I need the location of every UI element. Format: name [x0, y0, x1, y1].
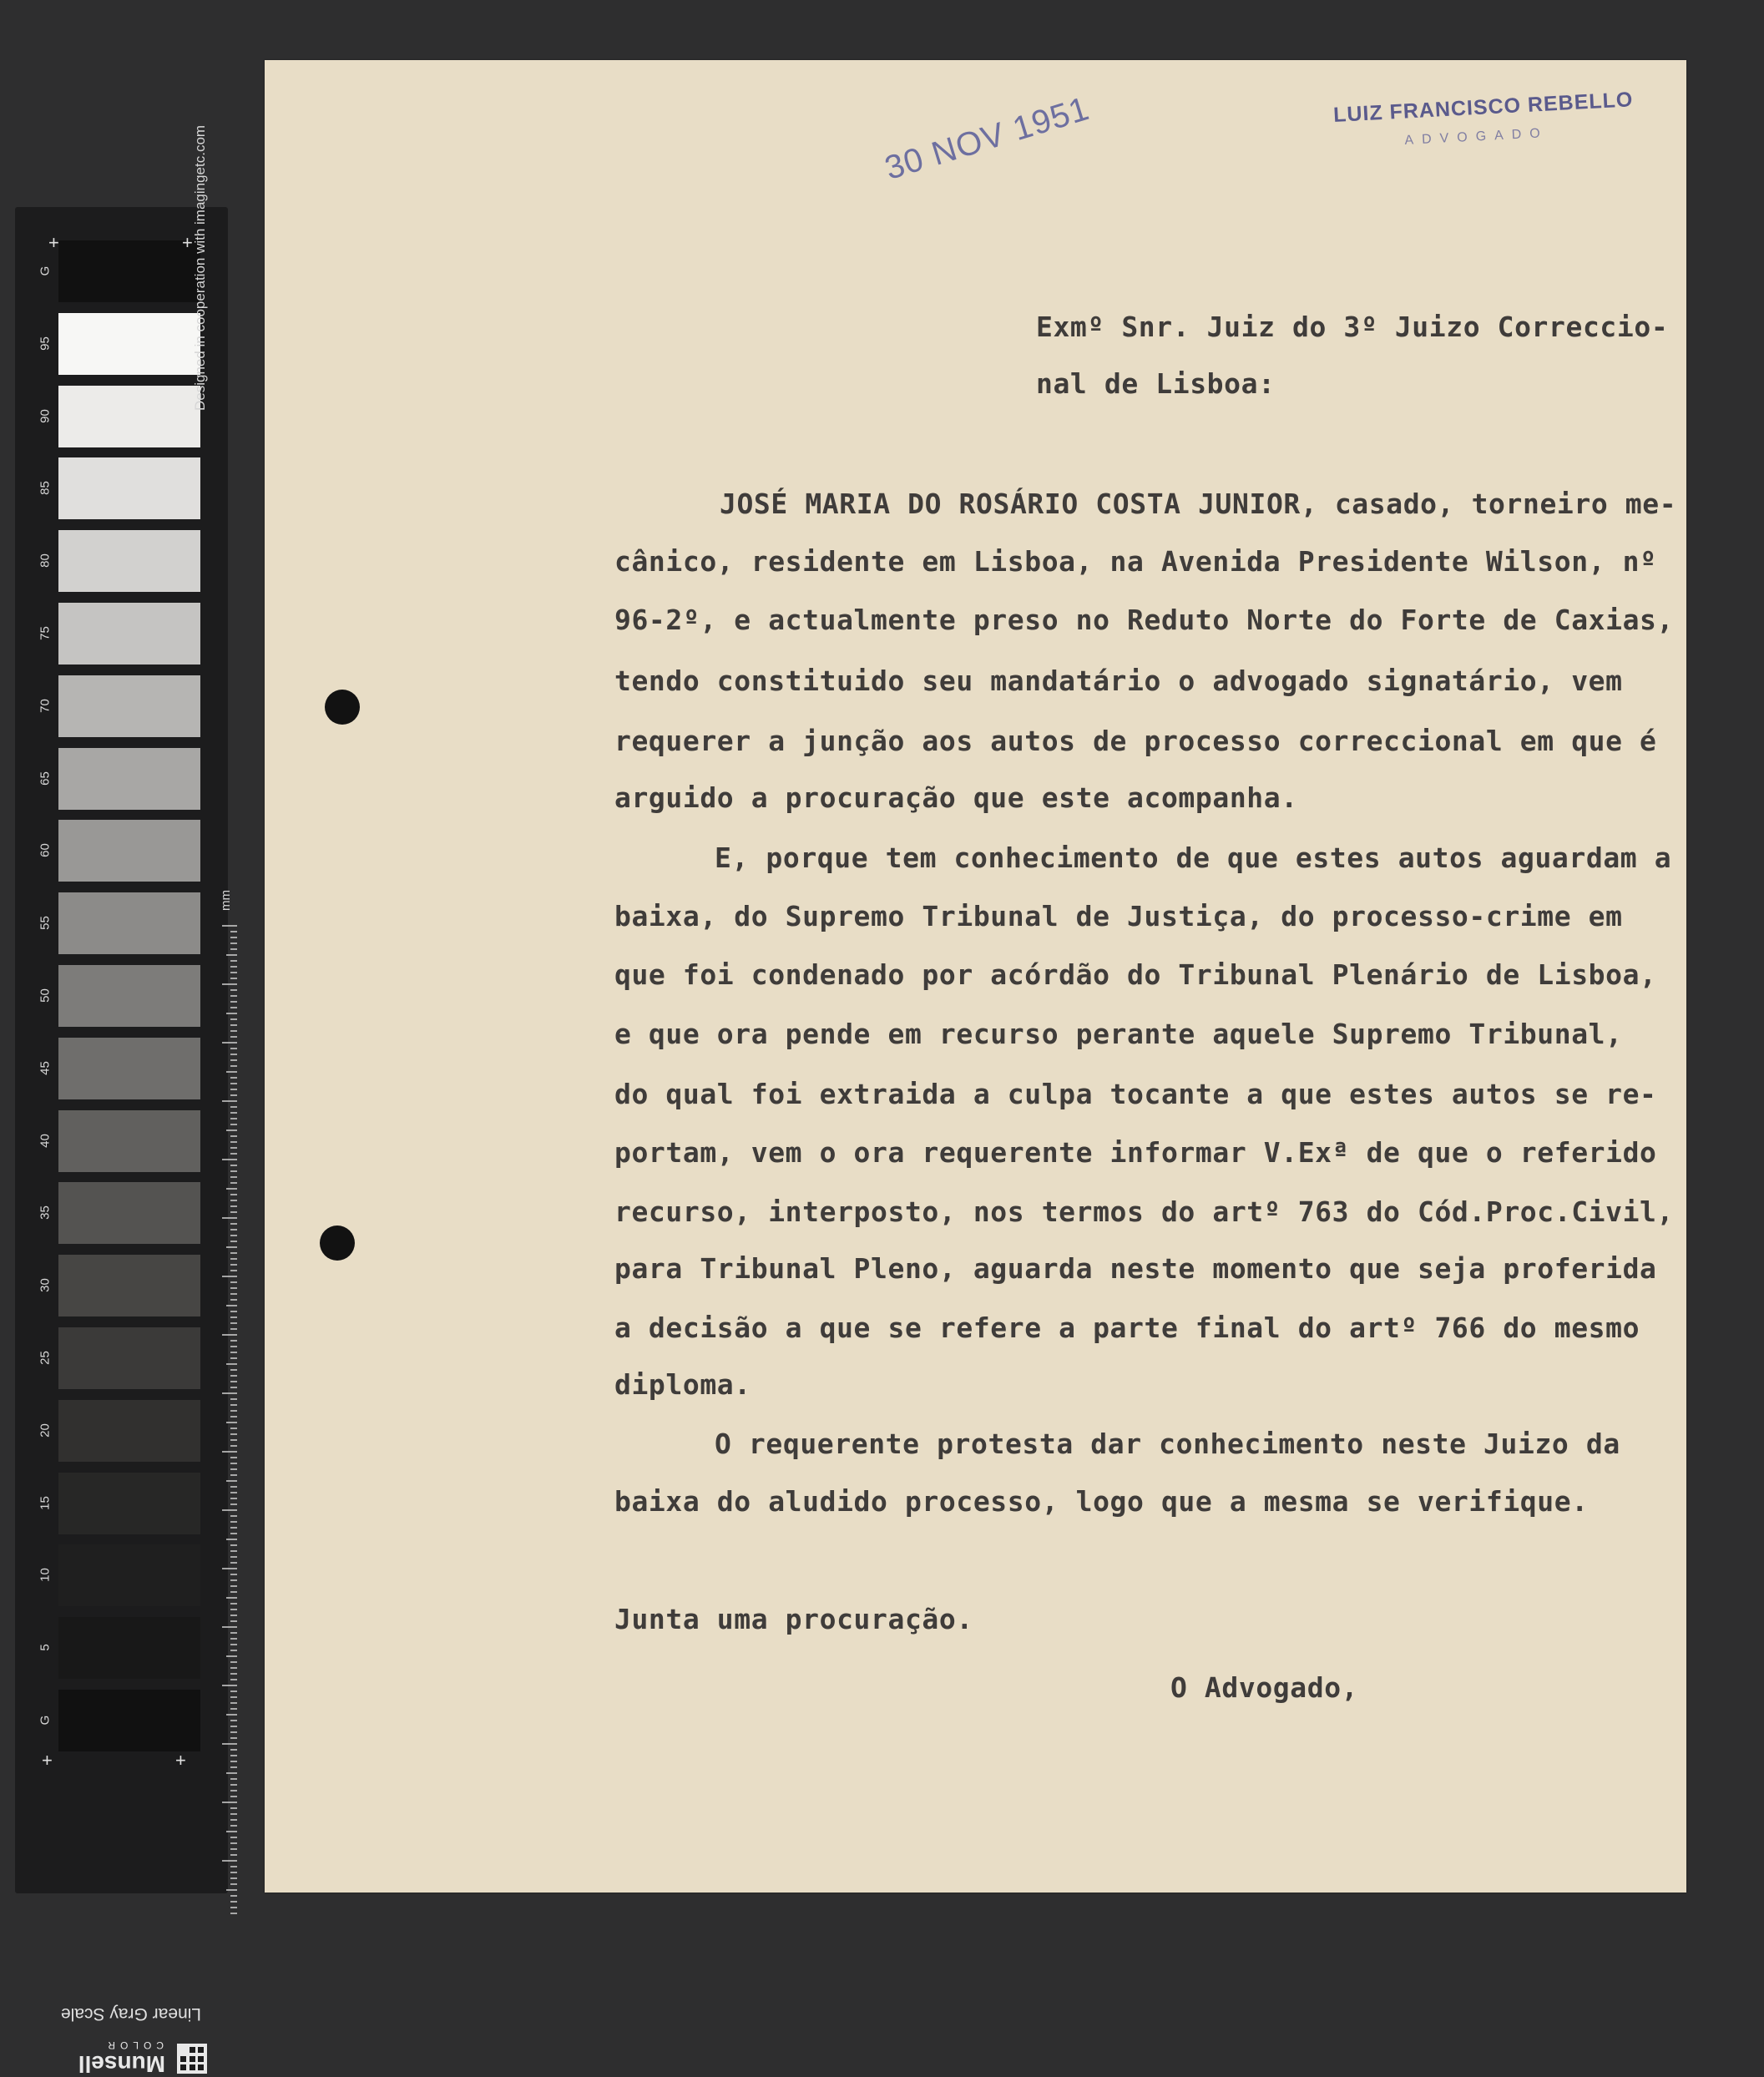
letter-line: O requerente protesta dar conhecimento neste Juizo da	[715, 1428, 1620, 1460]
munsell-grid-icon	[177, 2044, 207, 2074]
gray-patch	[58, 892, 200, 954]
gray-patch	[58, 1182, 200, 1244]
letter-line: e que ora pende em recurso perante aquele Supremo Tribunal,	[614, 1018, 1623, 1050]
letter-line: do qual foi extraida a culpa tocante a que estes autos se re-	[614, 1078, 1657, 1110]
munsell-logo	[65, 2040, 207, 2077]
letter-line: que foi condenado por acórdão do Tribunal Plenário de Lisboa,	[614, 958, 1657, 991]
letter-line: nal de Lisboa:	[1036, 367, 1276, 400]
ruler-unit-label: mm	[219, 890, 233, 911]
brand-name: Munsell	[78, 2051, 165, 2077]
gray-patch	[58, 1400, 200, 1462]
letter-line: recurso, interposto, nos termos do artº 763 do Cód.Proc.Civil,	[614, 1195, 1674, 1228]
letter-line: cânico, residente em Lisboa, na Avenida Presidente Wilson, nº	[614, 545, 1657, 578]
gray-patch-label: 55	[38, 916, 53, 931]
gray-patch-label: 70	[38, 698, 53, 713]
letter-line: E, porque tem conhecimento de que estes autos aguardam a	[715, 841, 1672, 874]
gray-patch-label: G	[38, 1715, 53, 1726]
gray-patch-label: 75	[38, 626, 53, 640]
gray-patch	[58, 313, 200, 375]
letter-line: portam, vem o ora requerente informar V.Exª de que o referido	[614, 1136, 1657, 1169]
registration-cross-icon: +	[48, 232, 59, 253]
punch-hole	[320, 1225, 355, 1261]
gray-patch	[58, 1255, 200, 1316]
letter-line: JOSÉ MARIA DO ROSÁRIO COSTA JUNIOR, casado, torneiro me-	[720, 488, 1677, 520]
letter-line: requerer a junção aos autos de processo correccional em que é	[614, 725, 1657, 757]
gray-patch	[58, 820, 200, 882]
gray-patch-label: 85	[38, 481, 53, 496]
gray-patch	[58, 1327, 200, 1389]
gray-patch-label: 15	[38, 1495, 53, 1510]
signature-line: O Advogado,	[1170, 1671, 1359, 1704]
gray-patch-label: 65	[38, 771, 53, 786]
target-credit-text: Designed in cooperation with imagingetc.com	[192, 124, 208, 411]
gray-patch	[58, 530, 200, 592]
gray-patch	[58, 1690, 200, 1751]
enclosure-line	[614, 1603, 973, 1635]
gray-patch	[58, 748, 200, 810]
gray-patch	[58, 1038, 200, 1099]
gray-patch	[58, 1110, 200, 1172]
letter-line: a decisão a que se refere a parte final do artº 766 do mesmo	[614, 1311, 1640, 1344]
letter-line: Exmº Snr. Juiz do 3º Juizo Correccio-	[1036, 311, 1669, 343]
enclosure-text: uma procuração.	[700, 1603, 973, 1635]
date-stamp: 30 NOV 1951	[880, 89, 1094, 188]
gray-patch-label: G	[38, 265, 53, 276]
gray-scale-title: Linear Gray Scale	[60, 2004, 202, 2024]
gray-patch-label: 35	[38, 1205, 53, 1220]
letter-line: baixa do aludido processo, logo que a mesma se verifique.	[614, 1485, 1589, 1518]
registration-cross-icon: +	[182, 232, 193, 253]
gray-patch	[58, 240, 200, 302]
registration-cross-icon: +	[42, 1750, 53, 1771]
gray-patch-label: 95	[38, 336, 53, 351]
gray-patch-label: 60	[38, 843, 53, 858]
gray-patch	[58, 675, 200, 737]
gray-patch-label: 20	[38, 1423, 53, 1438]
letter-line: 96-2º, e actualmente preso no Reduto Norte do Forte de Caxias,	[614, 604, 1674, 636]
gray-patch	[58, 965, 200, 1027]
gray-patch	[58, 1617, 200, 1679]
document-page	[265, 60, 1686, 1893]
gray-patch	[58, 386, 200, 447]
brand-subtitle: COLOR	[103, 2039, 164, 2051]
gray-patch-label: 25	[38, 1351, 53, 1365]
gray-patch	[58, 457, 200, 519]
letter-line: diploma.	[614, 1368, 751, 1401]
gray-patch-label: 90	[38, 408, 53, 423]
millimeter-ruler	[220, 925, 237, 1918]
gray-patch-label: 10	[38, 1568, 53, 1583]
letter-line: tendo constituido seu mandatário o advogado signatário, vem	[614, 665, 1623, 697]
gray-patch-label: 40	[38, 1133, 53, 1148]
letterhead-name: LUIZ FRANCISCO REBELLO	[1332, 88, 1634, 128]
registration-cross-icon: +	[175, 1750, 186, 1771]
gray-patch	[58, 1473, 200, 1534]
letter-line: baixa, do Supremo Tribunal de Justiça, do processo-crime em	[614, 900, 1623, 932]
letterhead-title: ADVOGADO	[1404, 125, 1549, 149]
enclosure-word: Junta	[614, 1603, 700, 1635]
gray-patch-label: 45	[38, 1060, 53, 1075]
gray-patch	[58, 1544, 200, 1606]
letter-line: arguido a procuração que este acompanha.	[614, 781, 1298, 814]
gray-patch-label: 80	[38, 553, 53, 569]
gray-patch-label: 5	[38, 1644, 53, 1651]
punch-hole	[325, 690, 360, 725]
gray-patch-label: 30	[38, 1278, 53, 1293]
gray-scale-target	[15, 207, 233, 2077]
letter-line: para Tribunal Pleno, aguarda neste momento que seja proferida	[614, 1252, 1657, 1285]
gray-patch-label: 50	[38, 988, 53, 1003]
gray-patch	[58, 603, 200, 665]
